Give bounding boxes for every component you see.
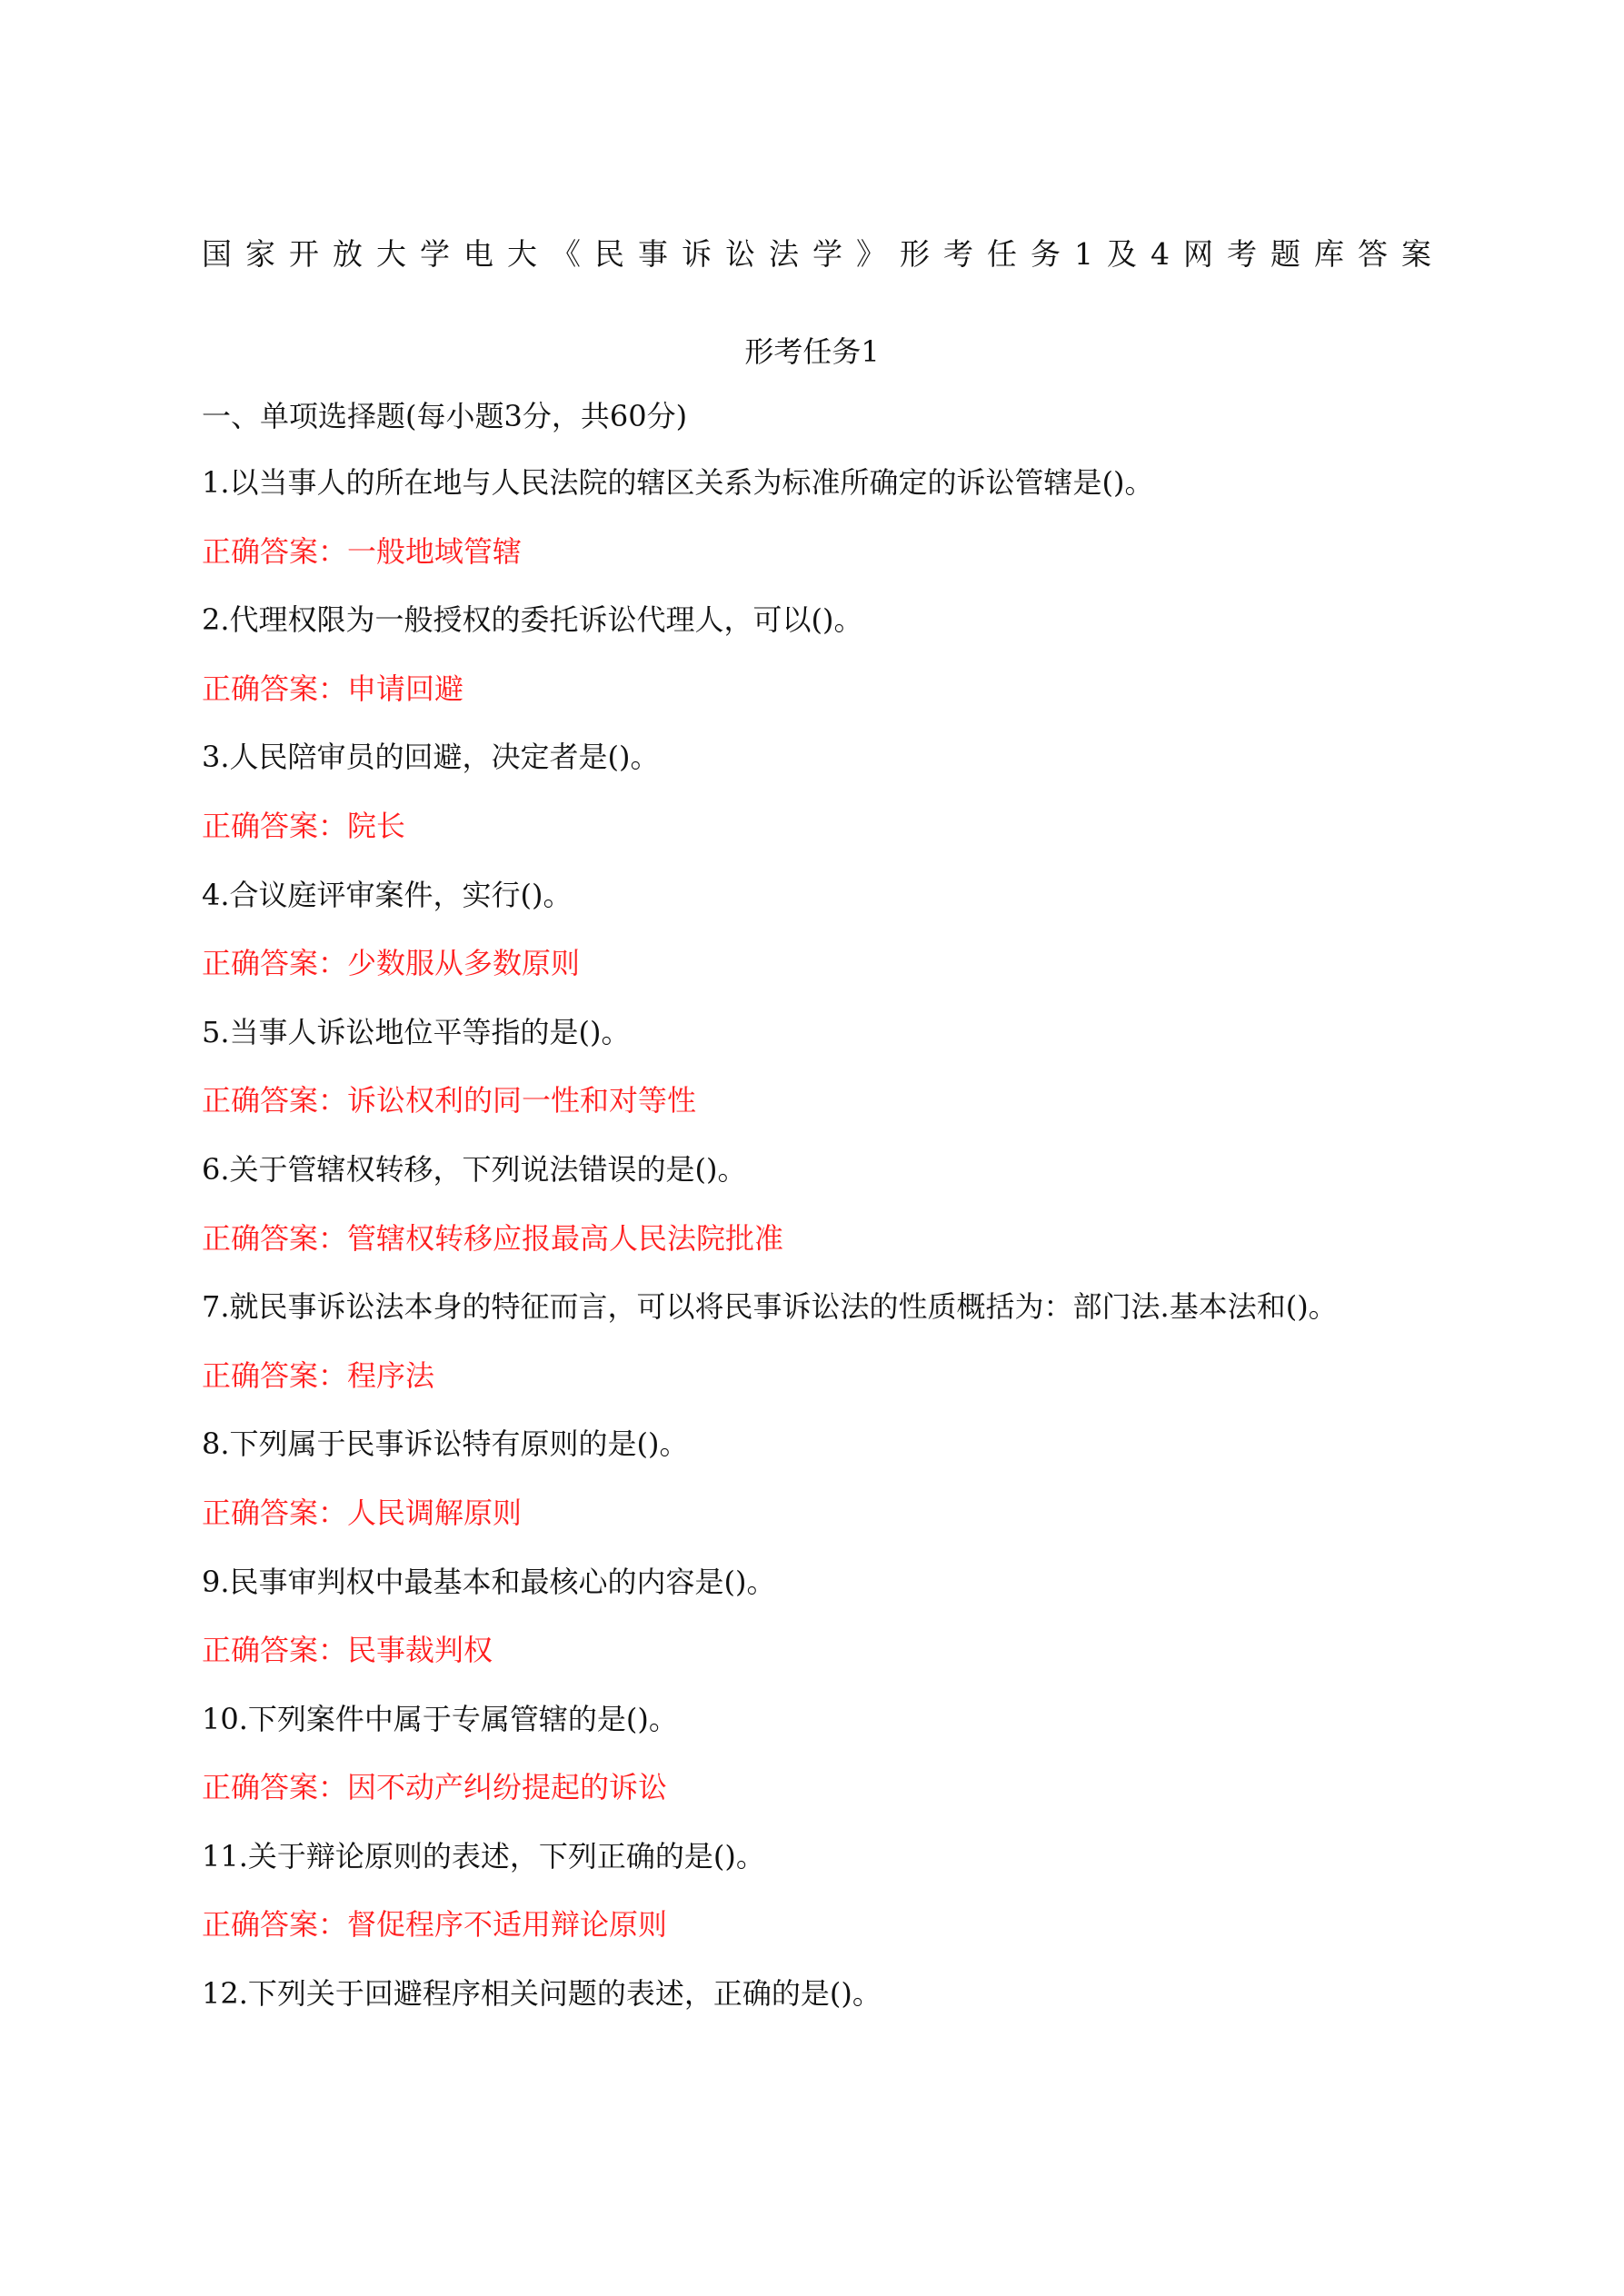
answer-line: 正确答案：人民调解原则 [202,1495,523,1530]
answer-line: 正确答案：因不动产纠纷提起的诉讼 [202,1770,668,1805]
answer-line: 正确答案：申请回避 [202,671,464,706]
question-line: 8.下列属于民事诉讼特有原则的是()。 [202,1426,689,1462]
answer-line: 正确答案：督促程序不适用辩论原则 [202,1907,668,1943]
question-line: 4.合议庭评审案件，实行()。 [202,877,573,912]
question-line: 1.以当事人的所在地与人民法院的辖区关系为标准所确定的诉讼管辖是()。 [202,465,1154,500]
document-title: 国家开放大学电大《民事诉讼法学》形考任务1及4网考题库答案 [202,236,1445,272]
answer-line: 正确答案：诉讼权利的同一性和对等性 [202,1083,697,1118]
question-line: 9.民事审判权中最基本和最核心的内容是()。 [202,1564,776,1599]
section-title: 形考任务1 [744,334,880,369]
answer-line: 正确答案：民事裁判权 [202,1633,493,1668]
question-answer-list [202,462,1474,2043]
section-heading: 一、单项选择题(每小题3分，共60分) [202,399,688,433]
answer-line: 正确答案：少数服从多数原则 [202,946,581,981]
answer-line: 正确答案：院长 [202,808,406,843]
question-line: 10.下列案件中属于专属管辖的是()。 [202,1701,678,1736]
answer-line: 正确答案：一般地域管辖 [202,533,523,569]
question-line: 5.当事人诉讼地位平等指的是()。 [202,1014,631,1049]
question-line: 7.就民事诉讼法本身的特征而言，可以将民事诉讼法的性质概括为：部门法.基本法和()。 [202,1289,1338,1325]
question-line: 12.下列关于回避程序相关问题的表述，正确的是()。 [202,1976,882,2012]
question-line: 6.关于管辖权转移，下列说法错误的是()。 [202,1151,747,1187]
question-line: 11.关于辩论原则的表述，下列正确的是()。 [202,1838,765,1874]
question-line: 3.人民陪审员的回避，决定者是()。 [202,740,660,775]
answer-line: 正确答案：程序法 [202,1357,435,1393]
question-line: 2.代理权限为一般授权的委托诉讼代理人，可以()。 [202,602,863,638]
answer-line: 正确答案：管辖权转移应报最高人民法院批准 [202,1220,784,1256]
